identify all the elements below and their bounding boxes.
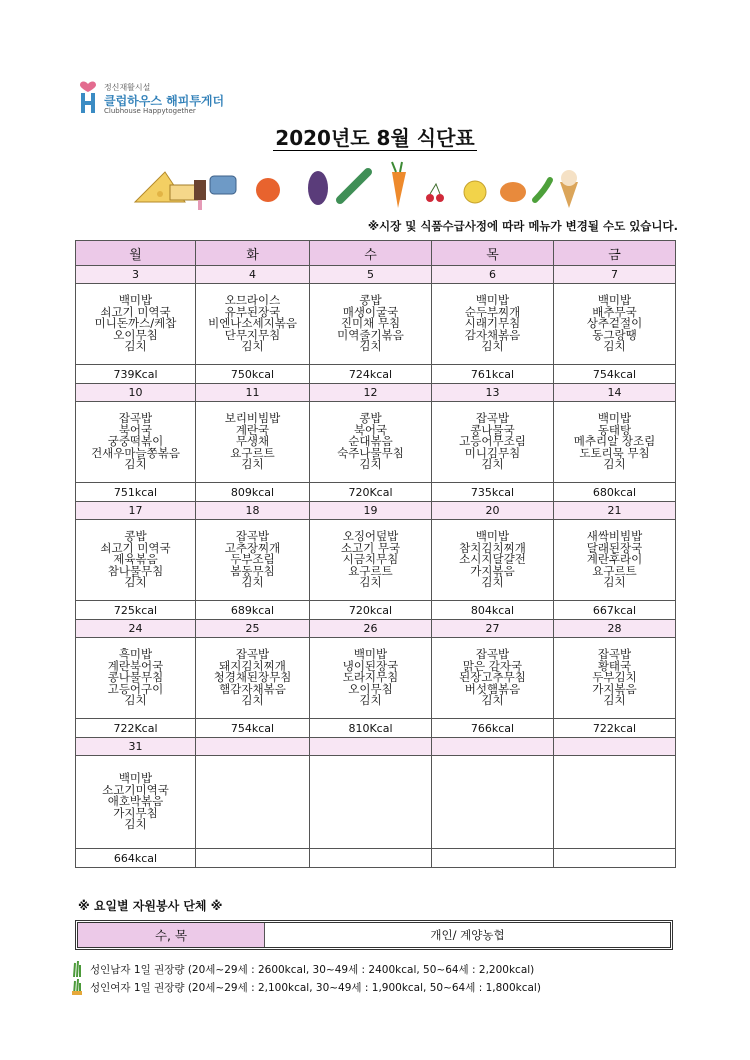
logo-subtitle: 정신재활시설 [104,83,151,92]
date-cell [432,738,554,756]
menu-item: 맑은 감자국 [462,658,523,673]
kcal-cell: 804kcal [432,601,554,620]
menu-item: 요구르트 [592,563,637,578]
date-cell [554,738,676,756]
menu-item: 두부조림 [230,552,275,567]
menu-item: 가지볶음 [470,563,515,578]
kcal-cell: 810Kcal [310,719,432,738]
menu-item: 백미밥 [475,293,510,308]
menu-item: 도토리묵 무침 [579,445,650,460]
menu-row [76,756,676,849]
weekday-header-row [76,241,676,266]
date-cell: 25 [196,620,310,638]
menu-item: 김치 [603,339,626,354]
menu-cell [76,402,196,483]
volunteer-heading: ※ 요일별 자원봉사 단체 ※ [78,899,223,913]
menu-item: 달래된장국 [586,540,643,555]
menu-item: 감자채볶음 [464,327,521,342]
kcal-cell: 751kcal [76,483,196,502]
menu-item: 단무지무침 [224,327,281,342]
menu-item: 계란국 [235,422,270,437]
logo-name: 클럽하우스 해피투게더 [104,94,225,108]
menu-item: 새싹비빔밥 [586,529,643,544]
menu-item: 김치 [481,693,504,708]
date-cell: 5 [310,266,432,284]
menu-item: 김치 [481,457,504,472]
menu-item: 김치 [241,693,264,708]
page-title-text: 2020년도 8월 식단표 [275,126,475,150]
kcal-cell: 761kcal [432,365,554,384]
menu-item: 가지볶음 [592,681,637,696]
menu-cell [432,520,554,601]
date-cell: 3 [76,266,196,284]
menu-item: 김치 [241,575,264,590]
menu-item: 계란북어국 [107,658,164,673]
menu-item: 요구르트 [348,563,393,578]
menu-cell [310,284,432,365]
date-cell: 17 [76,502,196,520]
meal-plan-table [75,240,676,868]
date-row [76,502,676,520]
menu-cell [432,284,554,365]
kcal-row [76,849,676,868]
grass-icon [72,979,82,995]
weekday-header: 화 [196,241,310,266]
menu-item: 시래기무침 [464,316,521,331]
menu-item: 가지무침 [113,805,158,820]
menu-item: 도라지무침 [342,670,399,685]
menu-item: 김치 [481,339,504,354]
menu-cell [554,402,676,483]
volunteer-day: 수, 목 [78,923,265,947]
menu-item: 김치 [241,339,264,354]
menu-item: 애호박볶음 [107,794,164,809]
menu-item: 잡곡밥 [118,411,153,426]
menu-item: 봄동무침 [230,563,275,578]
date-cell: 27 [432,620,554,638]
date-cell: 19 [310,502,432,520]
menu-item: 상추겉절이 [586,316,643,331]
menu-item: 돼지김치찌개 [219,658,286,673]
menu-item: 백미밥 [597,411,632,426]
menu-cell [432,402,554,483]
date-cell: 18 [196,502,310,520]
menu-cell [196,284,310,365]
date-cell: 6 [432,266,554,284]
male-recommended-intake: 성인남자 1일 권장량 (20세~29세 : 2600kcal, 30~49세 : 2400kcal, 50~64세 : 2,200kcal) [90,964,535,976]
menu-item: 미니김무침 [464,445,521,460]
date-cell: 21 [554,502,676,520]
menu-item: 황태국 [597,658,632,673]
menu-row [76,520,676,601]
menu-item: 잡곡밥 [597,647,632,662]
cherry-icon [426,184,444,202]
menu-item: 잡곡밥 [235,647,270,662]
menu-item: 잡곡밥 [235,529,270,544]
kcal-cell: 754kcal [196,719,310,738]
menu-item: 진미채 무침 [340,316,401,331]
pumpkin-icon [500,182,526,202]
menu-item: 순대볶음 [348,434,393,449]
volunteer-table [75,920,673,950]
menu-item: 오이무침 [113,327,158,342]
pepper-icon [535,180,550,200]
menu-item: 콩밥 [124,529,147,544]
menu-item: 오이무침 [348,681,393,696]
weeks-body [76,266,676,868]
date-cell: 4 [196,266,310,284]
menu-cell [196,756,310,849]
menu-item: 메추리알 장조림 [573,434,656,449]
menu-cell [554,284,676,365]
icecream-icon [560,170,578,208]
menu-row [76,402,676,483]
kcal-cell [196,849,310,868]
menu-item: 김치 [359,575,382,590]
kcal-cell: 766kcal [432,719,554,738]
menu-item: 햄감자채볶음 [219,681,286,696]
kcal-cell [554,849,676,868]
menu-item: 참나물무침 [107,563,164,578]
apple-icon [464,181,486,203]
menu-item: 버섯햄볶음 [464,681,521,696]
date-cell: 13 [432,384,554,402]
menu-row [76,638,676,719]
kcal-cell: 735kcal [432,483,554,502]
menu-item: 고등어구이 [107,681,164,696]
kcal-cell: 754kcal [554,365,676,384]
menu-item: 보리비빔밥 [224,411,281,426]
weekday-header: 월 [76,241,196,266]
menu-cell [196,402,310,483]
volunteer-organization: 개인/ 계양농협 [430,928,505,942]
menu-cell [196,638,310,719]
menu-item: 청경채된장무침 [213,670,292,685]
menu-item: 소고기 무국 [340,540,401,555]
kcal-cell: 724kcal [310,365,432,384]
carrot-icon [392,162,406,208]
menu-item: 김치 [603,457,626,472]
menu-item: 미니돈까스/케찹 [94,316,177,331]
kcal-cell [432,849,554,868]
weekday-header: 수 [310,241,432,266]
date-row [76,738,676,756]
date-cell: 31 [76,738,196,756]
popsicle-icon [194,180,206,210]
menu-item: 콩밥 [359,293,382,308]
date-cell: 12 [310,384,432,402]
date-cell: 10 [76,384,196,402]
menu-item: 김치 [124,339,147,354]
menu-row [76,284,676,365]
menu-item: 제육볶음 [113,552,158,567]
menu-item: 참치김치찌개 [459,540,526,555]
menu-cell [310,520,432,601]
menu-cell [310,756,432,849]
menu-item: 쇠고기 미역국 [100,304,171,319]
menu-item: 김치 [124,693,147,708]
cucumber-icon [340,172,368,200]
menu-item: 백미밥 [118,293,153,308]
menu-item: 백미밥 [353,647,388,662]
menu-item: 건새우마늘쫑볶음 [91,445,180,460]
menu-cell [310,402,432,483]
menu-item: 오므라이스 [224,293,281,308]
menu-item: 시금치무침 [342,552,399,567]
menu-item: 김치 [359,339,382,354]
menu-cell [76,638,196,719]
kcal-cell: 722kcal [554,719,676,738]
menu-item: 비엔나소세지볶음 [208,316,297,331]
kcal-cell: 722Kcal [76,719,196,738]
kcal-cell: 667kcal [554,601,676,620]
menu-cell [432,638,554,719]
menu-item: 요구르트 [230,445,275,460]
menu-item: 김치 [603,575,626,590]
kcal-cell: 664kcal [76,849,196,868]
date-cell: 24 [76,620,196,638]
tomato-icon [256,178,280,202]
kcal-cell: 720Kcal [310,483,432,502]
menu-cell [76,284,196,365]
kcal-cell: 689kcal [196,601,310,620]
kcal-cell [310,849,432,868]
kcal-row [76,719,676,738]
kcal-row [76,483,676,502]
kcal-cell: 725kcal [76,601,196,620]
page-title [0,122,750,151]
menu-change-notice: ※시장 및 식품수급사정에 따라 메뉴가 변경될 수도 있습니다. [367,219,678,233]
kcal-row [76,601,676,620]
kcal-row [76,365,676,384]
menu-item: 김치 [124,457,147,472]
menu-item: 숙주나물무침 [337,445,404,460]
clubhouse-logo [78,80,238,118]
date-cell: 26 [310,620,432,638]
weekday-header: 목 [432,241,554,266]
kcal-cell: 720kcal [310,601,432,620]
date-cell: 20 [432,502,554,520]
menu-item: 고추장찌개 [224,540,281,555]
menu-item: 콩밥 [359,411,382,426]
menu-cell [432,756,554,849]
date-cell: 11 [196,384,310,402]
menu-cell [554,520,676,601]
heart-logo-icon [78,80,98,114]
menu-item: 콩나물무침 [107,670,164,685]
eggplant-icon [308,171,328,205]
menu-item: 콩나물국 [470,422,515,437]
menu-item: 쇠고기 미역국 [100,540,171,555]
date-cell [310,738,432,756]
menu-cell [76,756,196,849]
female-recommended-intake: 성인여자 1일 권장량 (20세~29세 : 2,100kcal, 30~49세 : 1,900kcal, 50~64세 : 1,800kcal) [90,982,541,994]
menu-item: 백미밥 [118,771,153,786]
menu-item: 김치 [359,457,382,472]
menu-item: 백미밥 [475,529,510,544]
menu-item: 북어국 [118,422,153,437]
date-cell: 7 [554,266,676,284]
menu-item: 미역줄기볶음 [337,327,404,342]
grass-icon [72,961,82,977]
menu-item: 소시지달걀전 [459,552,526,567]
menu-item: 매생이굴국 [342,304,399,319]
menu-cell [554,756,676,849]
date-row [76,620,676,638]
menu-item: 계란후라이 [586,552,643,567]
menu-item: 배추무국 [592,304,637,319]
date-cell: 28 [554,620,676,638]
menu-item: 백미밥 [597,293,632,308]
food-illustration [130,160,590,210]
menu-item: 두부김치 [592,670,637,685]
menu-item: 흑미밥 [118,647,153,662]
menu-item: 궁중떡볶이 [107,434,164,449]
menu-item: 순두부찌개 [464,304,521,319]
menu-item: 고등어무조림 [459,434,526,449]
menu-cell [76,520,196,601]
menu-item: 유부된장국 [224,304,281,319]
kcal-cell: 750kcal [196,365,310,384]
logo-english: Clubhouse Happytogether [104,107,196,115]
menu-item: 무생채 [235,434,270,449]
menu-item: 냉이된장국 [342,658,399,673]
menu-cell [310,638,432,719]
menu-cell [554,638,676,719]
menu-item: 김치 [241,457,264,472]
menu-item: 김치 [124,817,147,832]
kcal-cell: 680kcal [554,483,676,502]
date-row [76,384,676,402]
weekday-header: 금 [554,241,676,266]
menu-item: 잡곡밥 [475,411,510,426]
menu-item: 동그랑땡 [592,327,637,342]
menu-item: 잡곡밥 [475,647,510,662]
menu-item: 북어국 [353,422,388,437]
kcal-cell: 809kcal [196,483,310,502]
menu-item: 동태탕 [597,422,632,437]
menu-item: 된장고추무침 [459,670,526,685]
menu-item: 김치 [481,575,504,590]
menu-item: 김치 [124,575,147,590]
menu-item: 김치 [603,693,626,708]
menu-cell [196,520,310,601]
date-cell: 14 [554,384,676,402]
date-cell [196,738,310,756]
lunchbox-icon [210,176,236,194]
menu-item: 김치 [359,693,382,708]
date-row [76,266,676,284]
kcal-cell: 739Kcal [76,365,196,384]
menu-item: 소고기미역국 [102,782,169,797]
menu-item: 오징어덮밥 [342,529,399,544]
